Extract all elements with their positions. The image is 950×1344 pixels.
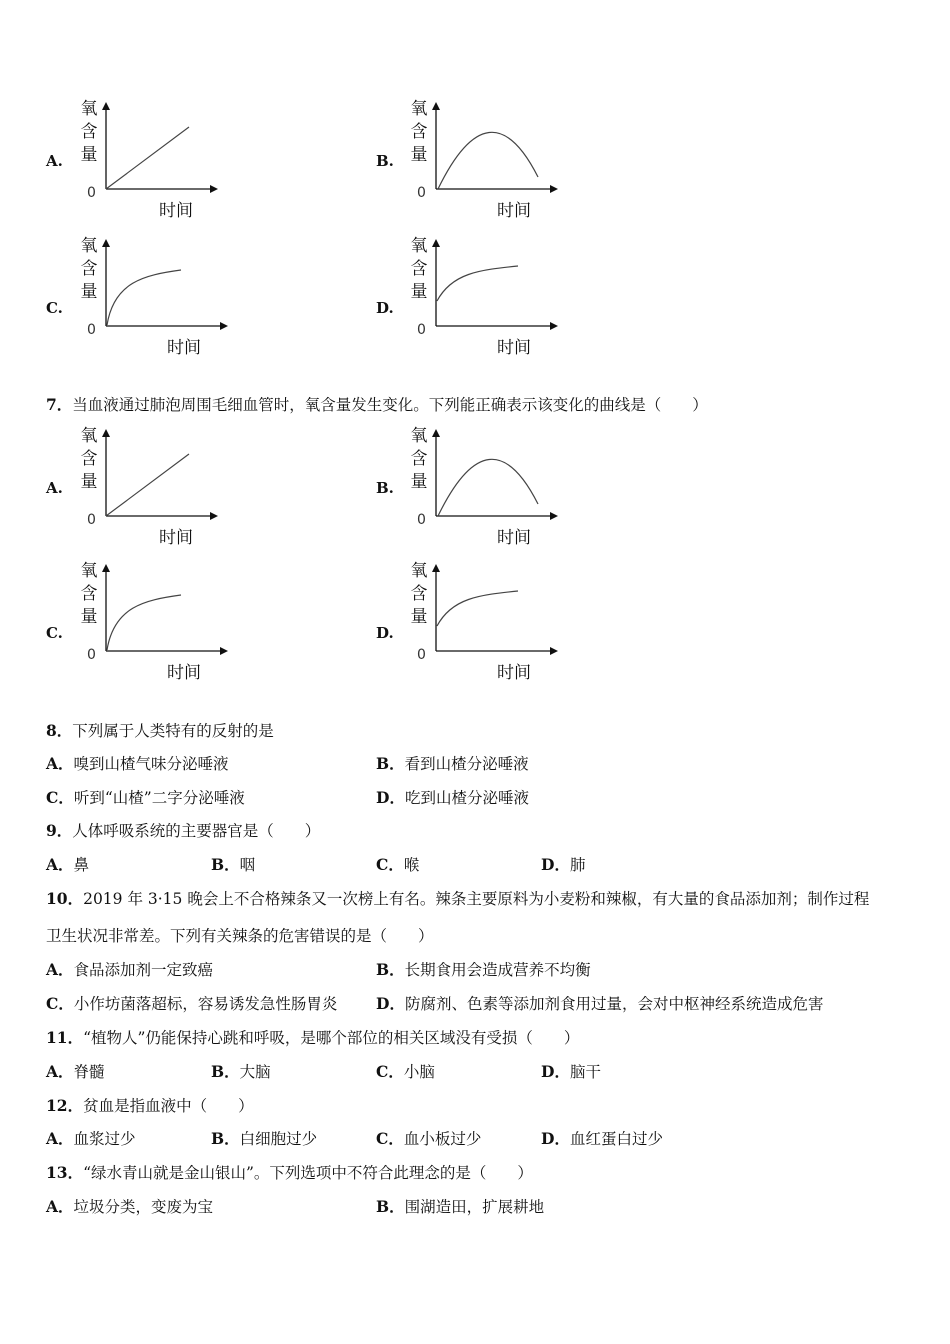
- option-letter: A.: [46, 152, 63, 170]
- option-13-a[interactable]: A．垃圾分类，变废为宝: [46, 1197, 214, 1216]
- graph-q7-a[interactable]: [74, 427, 244, 557]
- origin-label: 0: [417, 647, 426, 663]
- x-axis-label: 时间: [159, 201, 193, 221]
- option-11-b[interactable]: B．大脑: [211, 1062, 271, 1081]
- y-axis-label: 氧 含 量: [410, 426, 428, 492]
- curve-rise-then-fall: [438, 459, 538, 516]
- curve-offset-plateau: [437, 591, 518, 626]
- option-12-b[interactable]: B．白细胞过少: [211, 1129, 318, 1148]
- option-10-b[interactable]: B．长期食用会造成营养不均衡: [376, 960, 591, 979]
- option-letter: B.: [376, 152, 394, 170]
- question-13-stem: 13．“绿水青山就是金山银山”。下列选项中不符合此理念的是（ ）: [46, 1163, 533, 1182]
- option-letter: D.: [376, 299, 394, 317]
- option-10-d[interactable]: D．防腐剂、色素等添加剂食用过量，会对中枢神经系统造成危害: [376, 994, 824, 1013]
- origin-label: 0: [87, 185, 96, 201]
- question-10-stem-line1: 10．2019 年 3·15 晚会上不合格辣条又一次榜上有名。辣条主要原料为小麦粉和辣椒，有大量的食品添加剂；制作过程: [46, 889, 870, 908]
- option-12-c[interactable]: C．血小板过少: [376, 1129, 482, 1148]
- option-letter: B.: [376, 479, 394, 497]
- x-axis-label: 时间: [497, 201, 531, 221]
- y-axis-label: 氧 含 量: [80, 236, 98, 302]
- option-11-d[interactable]: D．脑干: [541, 1062, 601, 1081]
- origin-label: 0: [417, 512, 426, 528]
- option-8-a[interactable]: A．嗅到山楂气味分泌唾液: [46, 754, 229, 773]
- curve-rise-plateau: [107, 595, 181, 650]
- origin-label: 0: [87, 647, 96, 663]
- question-10-stem-line2: 卫生状况非常差。下列有关辣条的危害错误的是（ ）: [46, 927, 434, 945]
- graph-q7-c[interactable]: [74, 562, 244, 692]
- graph-plot: [404, 562, 574, 692]
- graph-plot: [74, 562, 244, 692]
- curve-offset-plateau: [437, 266, 518, 301]
- curve-rise-plateau: [107, 270, 181, 325]
- curve-linear-increase: [106, 454, 189, 516]
- x-axis-label: 时间: [497, 663, 531, 683]
- graph-plot: [404, 237, 574, 367]
- graph-plot: [74, 237, 244, 367]
- option-8-d[interactable]: D．吃到山楂分泌唾液: [376, 788, 529, 807]
- graph-plot: [404, 100, 574, 230]
- y-axis-label: 氧 含 量: [410, 561, 428, 627]
- graph-q6-b: [404, 100, 574, 230]
- option-9-a[interactable]: A．鼻: [46, 855, 90, 874]
- graph-q6-a: [74, 100, 244, 230]
- question-9-stem: 9．人体呼吸系统的主要器官是（ ）: [46, 821, 321, 840]
- question-8-stem: 8．下列属于人类特有的反射的是: [46, 721, 274, 740]
- x-axis-label: 时间: [497, 338, 531, 358]
- option-9-d[interactable]: D．肺: [541, 855, 586, 874]
- graph-q7-d[interactable]: [404, 562, 574, 692]
- curve-rise-then-fall: [438, 132, 538, 189]
- y-axis-label: 氧 含 量: [80, 561, 98, 627]
- option-12-a[interactable]: A．血浆过少: [46, 1129, 136, 1148]
- option-10-c[interactable]: C．小作坊菌落超标，容易诱发急性肠胃炎: [46, 994, 338, 1013]
- x-axis-label: 时间: [167, 338, 201, 358]
- x-axis-label: 时间: [159, 528, 193, 548]
- option-9-c[interactable]: C．喉: [376, 855, 420, 874]
- option-letter: C.: [46, 299, 63, 317]
- option-letter: C.: [46, 624, 63, 642]
- curve-linear-increase: [106, 127, 189, 189]
- y-axis-label: 氧 含 量: [410, 99, 428, 165]
- question-7-stem: 7．当血液通过肺泡周围毛细血管时，氧含量发生变化。下列能正确表示该变化的曲线是（ ）: [46, 395, 708, 414]
- option-13-b[interactable]: B．围湖造田，扩展耕地: [376, 1197, 545, 1216]
- graph-q6-d: [404, 237, 574, 367]
- origin-label: 0: [417, 185, 426, 201]
- y-axis-label: 氧 含 量: [80, 426, 98, 492]
- option-8-c[interactable]: C．听到“山楂”二字分泌唾液: [46, 788, 245, 807]
- option-letter: A.: [46, 479, 63, 497]
- option-11-a[interactable]: A．脊髓: [46, 1062, 105, 1081]
- y-axis-label: 氧 含 量: [410, 236, 428, 302]
- question-12-stem: 12．贫血是指血液中（ ）: [46, 1096, 254, 1115]
- option-11-c[interactable]: C．小脑: [376, 1062, 435, 1081]
- option-10-a[interactable]: A．食品添加剂一定致癌: [46, 960, 214, 979]
- origin-label: 0: [87, 512, 96, 528]
- y-axis-label: 氧 含 量: [80, 99, 98, 165]
- x-axis-label: 时间: [497, 528, 531, 548]
- graph-q6-c: [74, 237, 244, 367]
- question-11-stem: 11．“植物人”仍能保持心跳和呼吸，是哪个部位的相关区域没有受损（ ）: [46, 1028, 580, 1047]
- option-9-b[interactable]: B．咽: [211, 855, 256, 874]
- option-8-b[interactable]: B．看到山楂分泌唾液: [376, 754, 529, 773]
- graph-plot: [404, 427, 574, 557]
- x-axis-label: 时间: [167, 663, 201, 683]
- graph-q7-b[interactable]: [404, 427, 574, 557]
- option-letter: D.: [376, 624, 394, 642]
- origin-label: 0: [87, 322, 96, 338]
- origin-label: 0: [417, 322, 426, 338]
- option-12-d[interactable]: D．血红蛋白过少: [541, 1129, 663, 1148]
